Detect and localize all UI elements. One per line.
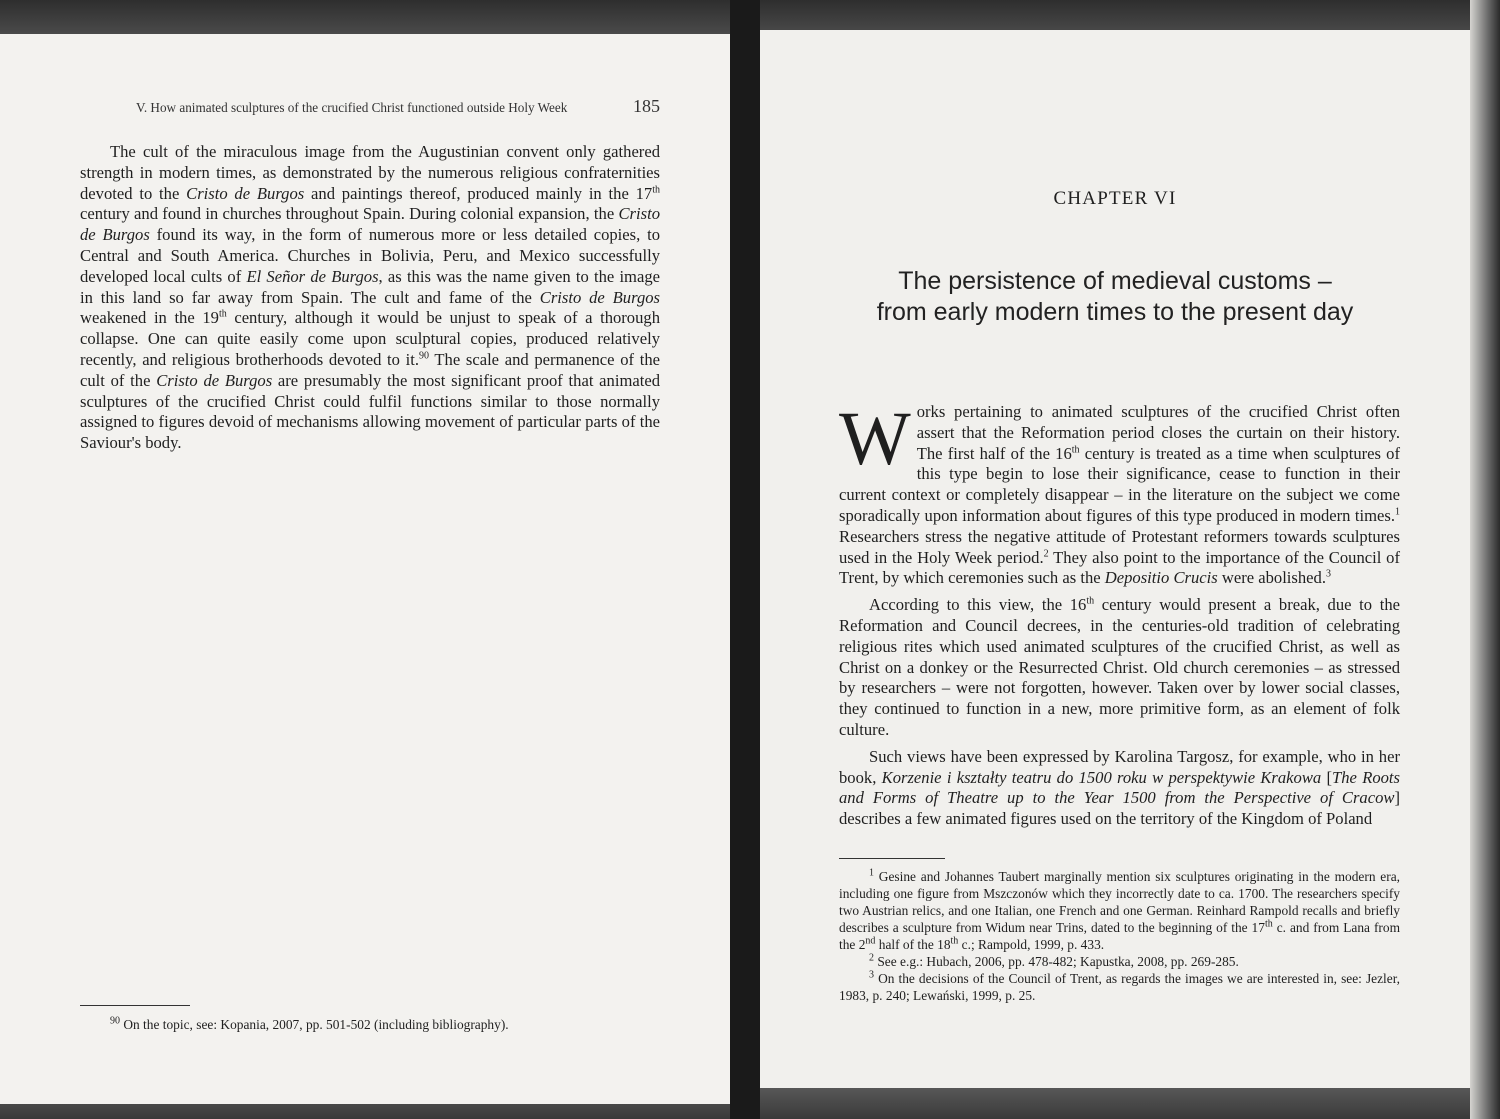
paragraph-text [839, 397, 1401, 588]
text-run: , as this was the name given to the image in this land so far away from Spain. The cult and fame of the [80, 266, 660, 307]
chapter-title-line: from early modern times to the present day [876, 298, 1354, 326]
footnote-3 [839, 970, 1400, 1004]
text-run: The cult of the miraculous image from the Augustinian convent only gathered strength in modern times, as demonstrated by the numerous religious confraternities devoted to the [80, 142, 660, 203]
paragraph [80, 142, 660, 454]
note-ref: 90 [419, 350, 430, 362]
italic-title: The Roots and Forms of Theatre up to the Year 1500 from the Perspective of Cracow [839, 767, 1400, 808]
chapter-title [820, 266, 1410, 328]
paragraph [839, 595, 1400, 741]
right-page [760, 30, 1470, 1088]
note-ref: 3 [1325, 568, 1331, 580]
text-run: c. and from Lana from the 2 [839, 920, 1400, 952]
italic-title: El Señor de Burgos [246, 266, 379, 286]
text-run: Researchers stress the negative attitude of Protestant reformers towards sculptures used in the Holy Week period. [839, 526, 1400, 567]
note-ref: 1 [869, 867, 874, 879]
italic-title: Cristo de Burgos [186, 183, 305, 203]
chapter-title-line: The persistence of medieval customs – [898, 267, 1332, 295]
chapter-label: CHAPTER VI [1053, 188, 1177, 209]
text-run: See e.g.: Hubach, 2006, pp. 478-482; Kapustka, 2008, pp. 269-285. [874, 954, 1239, 969]
text-run: century and found in churches throughout Spain. During colonial expansion, the [80, 204, 619, 224]
note-ref: th [218, 308, 227, 320]
italic-title: Cristo de Burgos [80, 204, 660, 245]
text-run: found its way, in the form of numerous more or less detailed copies, to Central and South America. Churches in Bolivia, Peru, and Mexico successfully developed local cults of [80, 225, 660, 286]
book-gutter [730, 0, 760, 1119]
italic-title: Cristo de Burgos [156, 370, 273, 390]
text-run: They also point to the importance of the Council of Trent, by which ceremonies such as the [839, 547, 1400, 588]
note-ref: th [1264, 918, 1273, 930]
page-number: 185 [633, 96, 660, 116]
note-ref: th [950, 935, 959, 947]
text-run: The scale and permanence of the cult of the [80, 349, 660, 390]
footnote-90 [80, 1016, 660, 1033]
text-run: century, although it would be unjust to speak of a thorough collapse. One can quite easily come upon sculptural copies, produced relatively recently, and religious brotherhoods devoted to it. [80, 308, 660, 369]
text-run: Gesine and Johannes Taubert marginally mention six sculptures originating in the modern era, including one figure from Mszczonów which they incorrectly date to ca. 1700. The researchers specify two Austrian relics, and one Italian, one French and one German. Reinhard Rampold recalls and briefly describes a sculpture from Widum near Trins, dated to the beginning of the 17 [839, 869, 1400, 935]
text-run: are presumably the most significant proof that animated sculptures of the crucified Christ could fulfil functions similar to those normally assigned to figures devoid of mechanisms allowing movement of particular parts of the Saviour's body. [80, 370, 660, 453]
paragraph [839, 397, 1401, 589]
note-ref: 2 [869, 952, 874, 964]
footnote-1 [839, 868, 1400, 953]
text-run: [ [1321, 767, 1333, 787]
paragraph [839, 747, 1400, 830]
body-text [80, 142, 660, 454]
note-ref: th [1071, 444, 1080, 456]
text-run: c.; Rampold, 1999, p. 433. [958, 937, 1105, 952]
note-ref: 3 [869, 969, 874, 981]
text-run: and paintings thereof, produced mainly in the 17 [304, 183, 653, 203]
italic-title: Depositio Crucis [1104, 568, 1218, 588]
text-run: century would present a break, due to the Reformation and Council decrees, in the centuries-old tradition of celebrating religious rites which used animated sculptures of the crucified Christ, as well as Christ on a donkey or the Resurrected Christ. Old church ceremonies – as stressed by researchers – were not forgotten, however. Taken over by lower social classes, they continued to function in a new, more primitive form, as an element of folk culture. [839, 595, 1400, 739]
footnote-2 [839, 953, 1400, 970]
footnotes [839, 868, 1400, 1004]
page-edge [1470, 0, 1500, 1119]
note-ref: nd [865, 935, 876, 947]
text-run: half of the 18 [875, 937, 951, 952]
text-run: Such views have been expressed by Karolina Targosz, for example, who in her book, [839, 746, 1400, 787]
drop-cap: W [839, 397, 911, 481]
text-run: weakened in the 19 [80, 308, 219, 328]
text-run: century is treated as a time when sculptures of this type begin to lose their significance, cease to function in their current context or completely disappear – in the literature on the subject we come sporadically upon information about figures of this type produced in modern times. [839, 443, 1401, 525]
body-text [839, 397, 1401, 830]
footnote [80, 1016, 660, 1033]
italic-title: Cristo de Burgos [539, 287, 660, 307]
text-run: On the decisions of the Council of Trent, as regards the images we are interested in, see: Jezler, 1983, p. 240; Lewański, 1999, p. 25. [839, 971, 1400, 1003]
running-head [136, 96, 660, 117]
note-ref: th [652, 184, 660, 196]
text-run: On the topic, see: Kopania, 2007, pp. 501-502 (including bibliography). [120, 1017, 509, 1032]
text-run: were abolished. [1217, 568, 1326, 588]
note-ref: th [1086, 595, 1095, 607]
note-ref: 2 [1043, 548, 1049, 560]
footnote-rule [80, 1005, 190, 1006]
italic-title: Korzenie i kształty teatru do 1500 roku w perspektywie Krakowa [881, 767, 1322, 787]
note-ref: 90 [110, 1015, 120, 1027]
left-page [0, 34, 730, 1104]
text-run: ] describes a few animated figures used on the territory of the Kingdom of Poland [839, 788, 1400, 829]
text-run: orks pertaining to animated sculptures of the crucified Christ often assert that the Reformation period closes the curtain on their history. The first half of the 16 [916, 402, 1400, 463]
footnote-rule [839, 858, 945, 859]
running-head-title: V. How animated sculptures of the crucified Christ functioned outside Holy Week [136, 100, 568, 115]
text-run: According to this view, the 16 [869, 595, 1087, 615]
note-ref: 1 [1395, 506, 1400, 518]
